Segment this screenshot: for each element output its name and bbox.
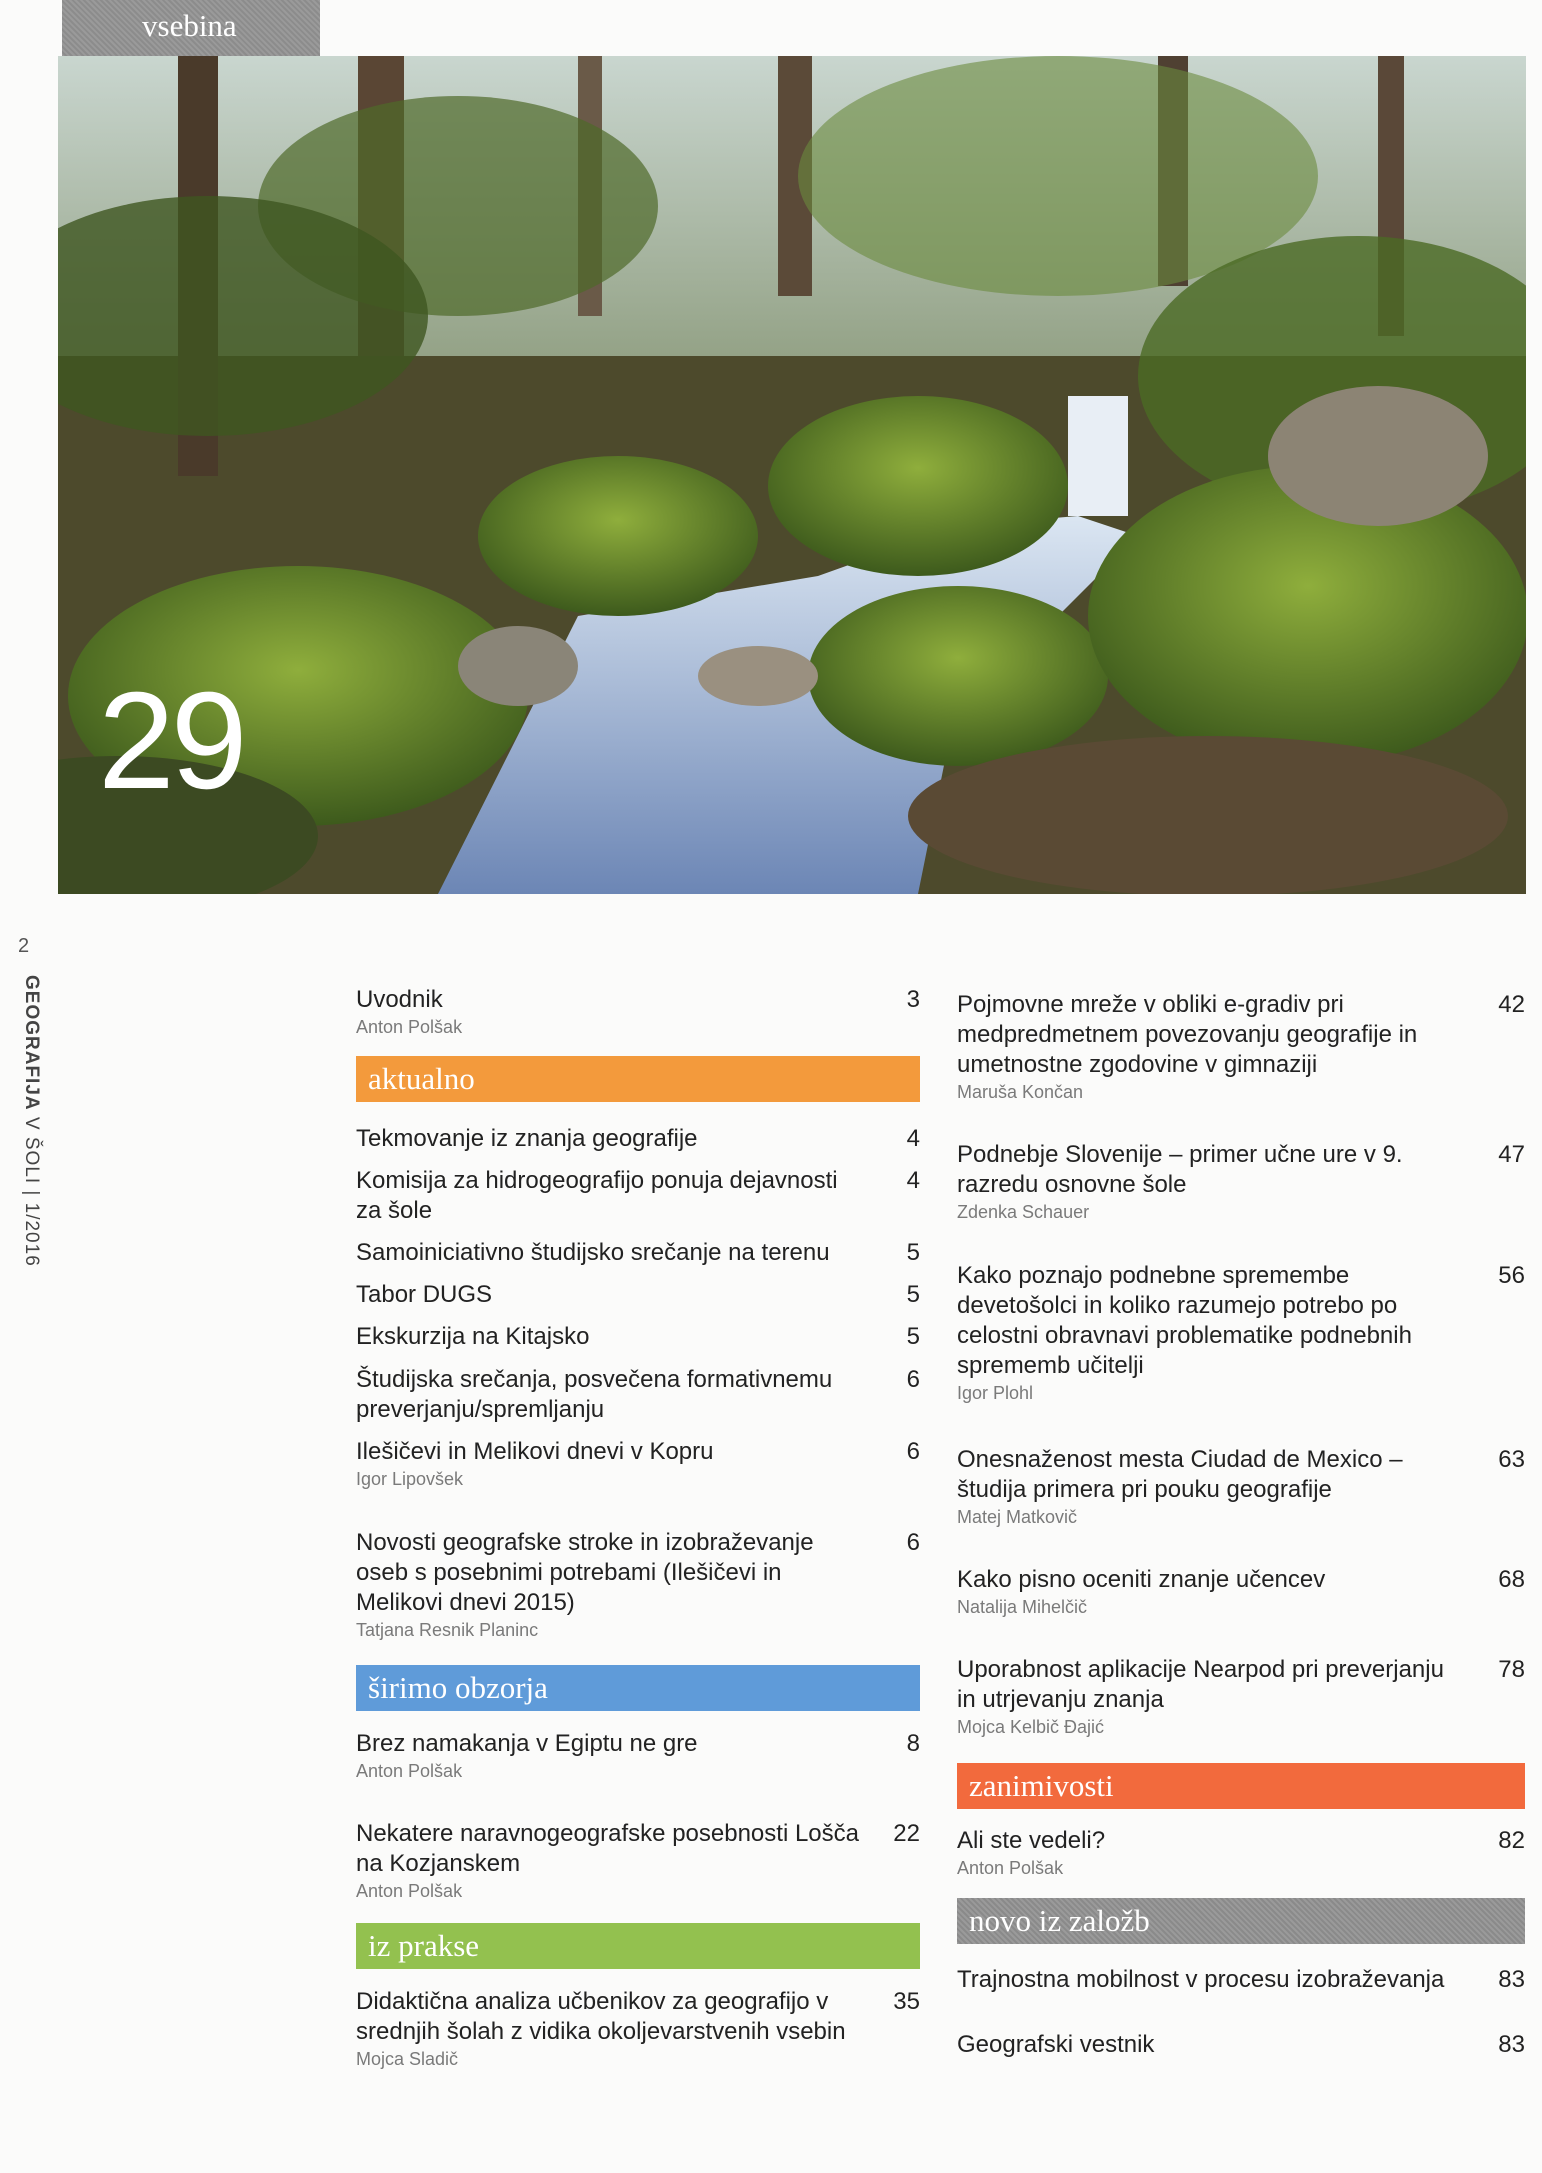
section-band-iz-prakse: iz prakse xyxy=(356,1923,920,1969)
toc-entry[interactable] xyxy=(356,1365,920,1425)
toc-entry[interactable] xyxy=(957,2030,1525,2060)
entry-page: 47 xyxy=(1498,1141,1525,1168)
entry-title: Nekatere naravnogeografske posebnosti Lošča na Kozjanskem xyxy=(356,1820,859,1877)
toc-entry[interactable] xyxy=(356,1528,920,1641)
entry-page: 78 xyxy=(1498,1656,1525,1683)
section-band-zanimivosti: zanimivosti xyxy=(957,1763,1525,1809)
entry-title: Ekskurzija na Kitajsko xyxy=(356,1323,590,1350)
entry-author: Anton Polšak xyxy=(957,1858,1064,1878)
entry-page: 6 xyxy=(906,1438,920,1465)
toc-entry[interactable] xyxy=(356,1124,920,1154)
entry-title: Tabor DUGS xyxy=(356,1281,493,1308)
entry-author: Mojca Sladič xyxy=(356,2049,459,2069)
page-number: 2 xyxy=(18,935,30,957)
section-band-novo-iz-zalozb: novo iz založb xyxy=(957,1898,1525,1944)
entry-title: Kako poznajo podnebne spremembe devetošolci in koliko razumejo potrebo po celostni obravnavi problematike podnebnih sprememb učitelji xyxy=(957,1262,1412,1379)
entry-page: 5 xyxy=(906,1281,920,1308)
entry-author: Mojca Kelbič Đajić xyxy=(957,1717,1105,1737)
toc-entry[interactable] xyxy=(957,1655,1525,1738)
section-tab-label: vsebina xyxy=(142,8,237,43)
entry-title: Tekmovanje iz znanja geografije xyxy=(356,1125,698,1152)
entry-title: Onesnaženost mesta Ciudad de Mexico – študija primera pri pouku geografije xyxy=(957,1446,1403,1503)
entry-title: Brez namakanja v Egiptu ne gre xyxy=(356,1730,698,1757)
entry-author: Igor Lipovšek xyxy=(356,1469,464,1489)
entry-author: Anton Polšak xyxy=(356,1017,463,1037)
entry-page: 6 xyxy=(906,1529,920,1556)
entry-title: Pojmovne mreže v obliki e-gradiv pri medpredmetnem povezovanju geografije in umetnostne zgodovine v gimnaziji xyxy=(957,991,1418,1078)
journal-name-bold: GEOGRAFIJA xyxy=(21,975,42,1111)
toc-entry[interactable] xyxy=(356,985,920,1038)
toc-entry[interactable] xyxy=(957,1826,1525,1879)
entry-page: 5 xyxy=(906,1239,920,1266)
toc-entry[interactable] xyxy=(356,1280,920,1310)
entry-author: Maruša Končan xyxy=(957,1082,1084,1102)
toc-entry[interactable] xyxy=(356,1322,920,1352)
toc-entry[interactable] xyxy=(356,1987,920,2070)
journal-name xyxy=(20,975,42,1267)
toc-entry[interactable] xyxy=(957,1445,1525,1528)
issue-number: 29 xyxy=(98,664,244,818)
toc-entry[interactable] xyxy=(356,1166,920,1226)
entry-title: Študijska srečanja, posvečena formativnemu preverjanju/spremljanju xyxy=(356,1366,833,1423)
entry-page: 56 xyxy=(1498,1262,1525,1289)
entry-author: Igor Plohl xyxy=(957,1383,1034,1403)
entry-author: Matej Matkovič xyxy=(957,1507,1078,1527)
entry-page: 42 xyxy=(1498,991,1525,1018)
entry-page: 83 xyxy=(1498,1966,1525,1993)
section-band-aktualno: aktualno xyxy=(356,1056,920,1102)
toc-entry[interactable] xyxy=(356,1238,920,1268)
entry-author: Tatjana Resnik Planinc xyxy=(356,1620,539,1640)
toc-entry[interactable] xyxy=(957,990,1525,1103)
toc-entry[interactable] xyxy=(957,1140,1525,1223)
toc-entry[interactable] xyxy=(356,1729,920,1782)
entry-title: Komisija za hidrogeografijo ponuja dejavnosti za šole xyxy=(356,1167,838,1224)
toc-entry[interactable] xyxy=(356,1437,920,1490)
entry-page: 35 xyxy=(893,1988,920,2015)
entry-title: Uvodnik xyxy=(356,986,443,1013)
entry-title: Samoiniciativno študijsko srečanje na terenu xyxy=(356,1239,830,1266)
entry-title: Kako pisno oceniti znanje učencev xyxy=(957,1566,1326,1593)
entry-title: Uporabnost aplikacije Nearpod pri preverjanju in utrjevanju znanja xyxy=(957,1656,1444,1713)
entry-title: Ali ste vedeli? xyxy=(957,1827,1106,1854)
entry-page: 82 xyxy=(1498,1827,1525,1854)
entry-author: Zdenka Schauer xyxy=(957,1202,1090,1222)
entry-page: 4 xyxy=(906,1167,920,1194)
entry-page: 5 xyxy=(906,1323,920,1350)
entry-page: 8 xyxy=(906,1730,920,1757)
entry-title: Novosti geografske stroke in izobraževanje oseb s posebnimi potrebami (Ilešičevi in Melikovi dnevi 2015) xyxy=(356,1529,814,1616)
entry-page: 68 xyxy=(1498,1566,1525,1593)
entry-page: 63 xyxy=(1498,1446,1525,1473)
section-tab xyxy=(62,0,320,56)
cover-photo xyxy=(58,56,1526,894)
entry-title: Podnebje Slovenije – primer učne ure v 9. razredu osnovne šole xyxy=(957,1141,1403,1198)
entry-author: Anton Polšak xyxy=(356,1881,463,1901)
side-running-head xyxy=(6,935,46,1295)
entry-author: Natalija Mihelčič xyxy=(957,1597,1088,1617)
entry-title: Didaktična analiza učbenikov za geografijo v srednjih šolah z vidika okoljevarstvenih vsebin xyxy=(356,1988,846,2045)
section-band-sirimo-obzorja: širimo obzorja xyxy=(356,1665,920,1711)
entry-page: 22 xyxy=(893,1820,920,1847)
toc-entry[interactable] xyxy=(957,1565,1525,1618)
entry-page: 6 xyxy=(906,1366,920,1393)
toc-entry[interactable] xyxy=(957,1965,1525,1995)
entry-title: Geografski vestnik xyxy=(957,2031,1155,2058)
entry-page: 3 xyxy=(906,986,920,1013)
journal-name-rest: V ŠOLI | 1/2016 xyxy=(21,1110,42,1267)
entry-title: Ilešičevi in Melikovi dnevi v Kopru xyxy=(356,1438,714,1465)
entry-page: 83 xyxy=(1498,2031,1525,2058)
entry-author: Anton Polšak xyxy=(356,1761,463,1781)
entry-title: Trajnostna mobilnost v procesu izobraževanja xyxy=(957,1966,1445,1993)
toc-entry[interactable] xyxy=(356,1819,920,1902)
entry-page: 4 xyxy=(906,1125,920,1152)
toc-entry[interactable] xyxy=(957,1261,1525,1404)
